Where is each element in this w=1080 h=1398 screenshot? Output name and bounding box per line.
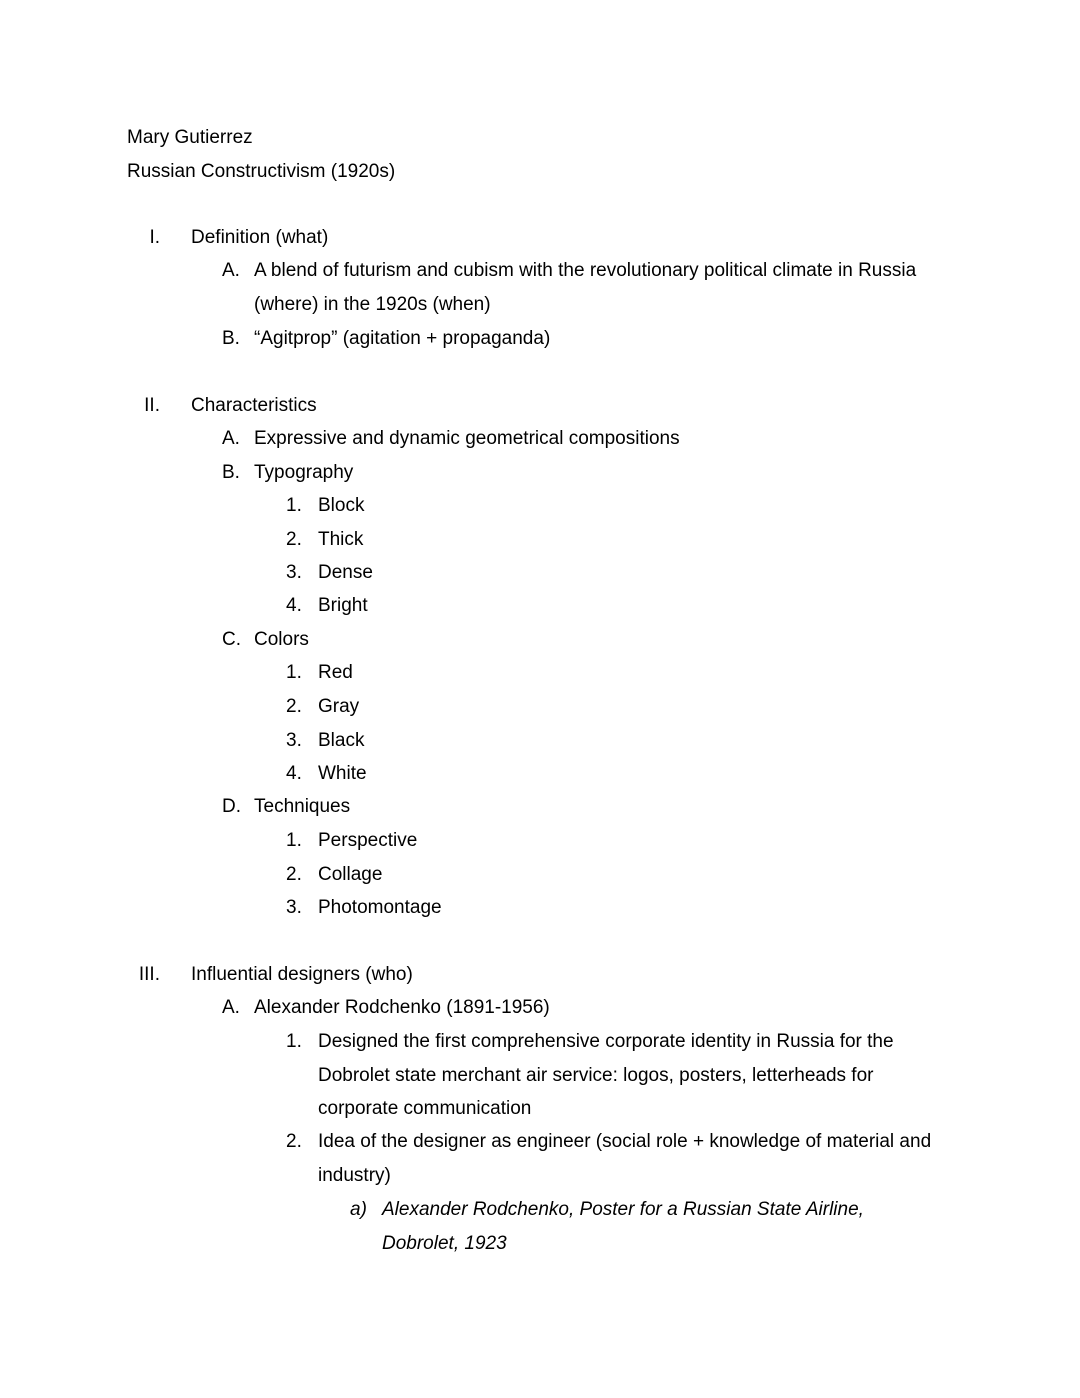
author-name: Mary Gutierrez xyxy=(127,127,253,148)
subitem-marker: 1. xyxy=(286,1031,302,1052)
subitem-text: Thick xyxy=(318,529,364,550)
subitem-marker: 1. xyxy=(286,830,302,851)
document-title: Russian Constructivism (1920s) xyxy=(127,161,396,182)
subitem-marker: 1. xyxy=(286,662,302,683)
subitem-text: Block xyxy=(318,495,365,516)
subitem-text: Designed the first comprehensive corporate identity in Russia for the Dobrolet state merchant air service: logos, posters, letterheads for corporate communication xyxy=(318,1031,894,1119)
section-heading: Characteristics xyxy=(191,395,317,416)
section-marker: III. xyxy=(138,964,160,985)
section-marker: I. xyxy=(149,227,160,248)
item-marker: C. xyxy=(222,629,241,650)
subitem-text: Bright xyxy=(318,595,368,616)
item-text: “Agitprop” (agitation + propaganda) xyxy=(254,328,551,349)
item-text: Typography xyxy=(254,462,354,483)
subitem-text: Black xyxy=(318,730,365,751)
subitem-marker: 3. xyxy=(286,730,302,751)
subitem-text: Dense xyxy=(318,562,373,583)
subitem-text: Photomontage xyxy=(318,897,442,918)
item-text: Expressive and dynamic geometrical compositions xyxy=(254,428,680,449)
section-heading: Definition (what) xyxy=(191,227,329,248)
subitem-marker: 2. xyxy=(286,1131,302,1152)
item-text: Alexander Rodchenko (1891-1956) xyxy=(254,997,550,1018)
item-marker: B. xyxy=(222,328,240,349)
subitem-text: Gray xyxy=(318,696,360,717)
caption-marker: a) xyxy=(350,1199,367,1220)
section-marker: II. xyxy=(144,395,160,416)
item-marker: B. xyxy=(222,462,240,483)
subitem-text: Perspective xyxy=(318,830,418,851)
subitem-marker: 4. xyxy=(286,763,302,784)
item-marker: D. xyxy=(222,796,241,817)
subitem-marker: 2. xyxy=(286,529,302,550)
subitem-marker: 2. xyxy=(286,696,302,717)
item-text: A blend of futurism and cubism with the revolutionary political climate in Russia (where) in the 1920s (when) xyxy=(254,260,917,315)
item-marker: A. xyxy=(222,997,240,1018)
caption-text: Alexander Rodchenko, Poster for a Russian State Airline, Dobrolet, 1923 xyxy=(382,1199,864,1254)
subitem-marker: 2. xyxy=(286,864,302,885)
item-text: Colors xyxy=(254,629,309,650)
subitem-marker: 4. xyxy=(286,595,302,616)
subitem-text: White xyxy=(318,763,367,784)
subitem-text: Collage xyxy=(318,864,383,885)
subitem-marker: 3. xyxy=(286,897,302,918)
subitem-text: Idea of the designer as engineer (social role + knowledge of material and industry) xyxy=(318,1131,932,1186)
item-marker: A. xyxy=(222,260,240,281)
subitem-text: Red xyxy=(318,662,353,683)
subitem-marker: 3. xyxy=(286,562,302,583)
item-marker: A. xyxy=(222,428,240,449)
subitem-marker: 1. xyxy=(286,495,302,516)
section-heading: Influential designers (who) xyxy=(191,964,413,985)
item-text: Techniques xyxy=(254,796,351,817)
